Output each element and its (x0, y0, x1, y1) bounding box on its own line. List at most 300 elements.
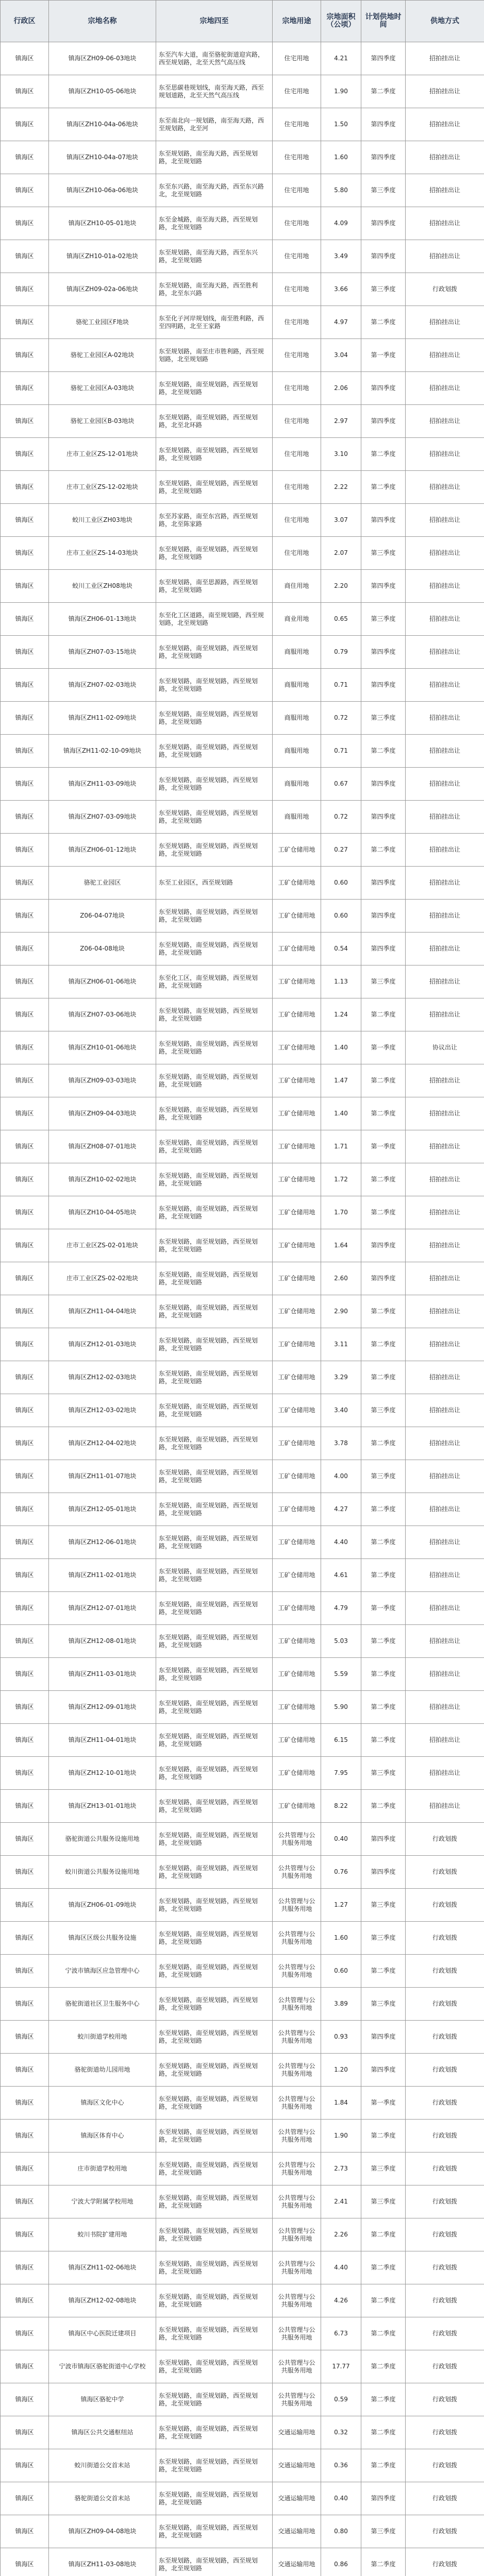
table-row (1, 1493, 484, 1526)
cell-parcel-name: 镇海区ZH10-01-06地块 (49, 1031, 156, 1064)
cell-area: 2.73 (321, 2153, 361, 2185)
cell-area: 3.66 (321, 273, 361, 306)
cell-district: 镇海区 (1, 2284, 49, 2317)
table-row (1, 636, 484, 669)
cell-parcel-boundaries: 东至规划路，南至规划路，西至规划路，北至规划路 (156, 1889, 273, 1922)
cell-parcel-name: 骆驼街道公共服务设施用地 (49, 1823, 156, 1856)
cell-supply-method: 行政划拨 (406, 1889, 484, 1922)
cell-district: 镇海区 (1, 1328, 49, 1361)
cell-parcel-boundaries: 东至规划路，南至规划路，西至规划路，北至规划路 (156, 2120, 273, 2153)
cell-district: 镇海区 (1, 1097, 49, 1130)
cell-supply-time: 第四季度 (361, 504, 406, 537)
cell-parcel-boundaries: 东至规划路，南至规划路，西至规划路，北至规划路 (156, 900, 273, 933)
cell-parcel-name: 庄市工业区ZS-12-01地块 (49, 438, 156, 471)
cell-district: 镇海区 (1, 2218, 49, 2251)
cell-supply-time: 第三季度 (361, 2515, 406, 2548)
cell-area: 0.60 (321, 867, 361, 900)
cell-area: 0.79 (321, 636, 361, 669)
cell-area: 3.04 (321, 339, 361, 372)
cell-parcel-boundaries: 东至规划路，南至规划路，西至规划路，北至规划路 (156, 1394, 273, 1427)
cell-supply-method: 招拍挂出让 (406, 669, 484, 702)
header-area: 宗地面积（公顷） (321, 1, 361, 42)
table-row (1, 405, 484, 438)
cell-area: 4.97 (321, 306, 361, 339)
cell-supply-time: 第三季度 (361, 1988, 406, 2021)
table-row (1, 1658, 484, 1691)
cell-supply-method: 招拍挂出让 (406, 537, 484, 570)
cell-area: 1.84 (321, 2087, 361, 2120)
cell-supply-method: 行政划拨 (406, 2021, 484, 2054)
cell-supply-method: 行政划拨 (406, 2218, 484, 2251)
cell-parcel-name: 镇海区ZH11-01-07地块 (49, 1460, 156, 1493)
cell-land-use: 住宅用地 (273, 438, 321, 471)
cell-district: 镇海区 (1, 834, 49, 867)
cell-parcel-name: 镇海区骆驼中学 (49, 2383, 156, 2416)
table-row (1, 2054, 484, 2087)
cell-land-use: 住宅用地 (273, 240, 321, 273)
cell-supply-time: 第四季度 (361, 768, 406, 801)
cell-parcel-name: 镇海区ZH12-06-01地块 (49, 1526, 156, 1559)
cell-land-use: 公共管理与公共服务用地 (273, 2120, 321, 2153)
cell-parcel-boundaries: 东至规划路，南至规划路，西至规划路，北至规划路 (156, 1592, 273, 1625)
table-row (1, 240, 484, 273)
cell-land-use: 工矿仓储用地 (273, 1658, 321, 1691)
cell-land-use: 工矿仓储用地 (273, 1163, 321, 1196)
cell-parcel-name: 镇海区ZH11-02-09地块 (49, 702, 156, 735)
cell-supply-time: 第四季度 (361, 108, 406, 141)
cell-parcel-boundaries: 东至规划路，南至规划路，西至规划路，北至规划路 (156, 2218, 273, 2251)
table-row (1, 1955, 484, 1988)
cell-supply-method: 招拍挂出让 (406, 1658, 484, 1691)
cell-supply-method: 招拍挂出让 (406, 900, 484, 933)
cell-supply-time: 第三季度 (361, 1922, 406, 1955)
table-row (1, 2515, 484, 2548)
cell-parcel-boundaries: 东至规划路，南至规划路，西至规划路，北至规划路 (156, 2284, 273, 2317)
cell-supply-time: 第三季度 (361, 965, 406, 998)
cell-district: 镇海区 (1, 603, 49, 636)
cell-parcel-boundaries: 东至金城路，南至海天路，西至规划路，北至规划路 (156, 207, 273, 240)
table-row (1, 1394, 484, 1427)
cell-district: 镇海区 (1, 75, 49, 108)
cell-parcel-name: 镇海区ZH11-02-01地块 (49, 1559, 156, 1592)
header-land-use: 宗地用途 (273, 1, 321, 42)
table-row (1, 867, 484, 900)
cell-supply-time: 第二季度 (361, 1790, 406, 1823)
table-row (1, 1460, 484, 1493)
table-row (1, 1064, 484, 1097)
table-row (1, 438, 484, 471)
cell-district: 镇海区 (1, 2515, 49, 2548)
cell-parcel-name: 镇海区ZH06-01-09地块 (49, 1889, 156, 1922)
table-row (1, 1988, 484, 2021)
cell-supply-time: 第二季度 (361, 1163, 406, 1196)
cell-parcel-boundaries: 东至规划路，南至规划路，西至规划路，北至规划路 (156, 1064, 273, 1097)
cell-area: 1.24 (321, 998, 361, 1031)
cell-land-use: 工矿仓储用地 (273, 1625, 321, 1658)
cell-parcel-boundaries: 东至规划路，南至规划路，西至规划路，北至规划路 (156, 1262, 273, 1295)
cell-district: 镇海区 (1, 1526, 49, 1559)
table-row (1, 1625, 484, 1658)
table-row (1, 965, 484, 998)
cell-land-use: 公共管理与公共服务用地 (273, 1823, 321, 1856)
cell-parcel-boundaries: 东至规划路，南至规划路，西至规划路，北至规划路 (156, 1988, 273, 2021)
cell-district: 镇海区 (1, 636, 49, 669)
cell-area: 0.67 (321, 768, 361, 801)
cell-parcel-name: 镇海区ZH08-07-01地块 (49, 1130, 156, 1163)
cell-supply-method: 招拍挂出让 (406, 1130, 484, 1163)
cell-supply-time: 第二季度 (361, 1097, 406, 1130)
cell-district: 镇海区 (1, 867, 49, 900)
cell-area: 2.07 (321, 537, 361, 570)
cell-land-use: 公共管理与公共服务用地 (273, 1988, 321, 2021)
cell-area: 3.49 (321, 240, 361, 273)
cell-supply-method: 招拍挂出让 (406, 438, 484, 471)
cell-parcel-boundaries: 东至规划路，南至规划路，西至规划路，北至规划路 (156, 1295, 273, 1328)
cell-land-use: 住宅用地 (273, 339, 321, 372)
table-row (1, 933, 484, 965)
cell-supply-method: 行政划拨 (406, 2416, 484, 2449)
table-row (1, 1163, 484, 1196)
table-row (1, 2218, 484, 2251)
cell-area: 0.71 (321, 669, 361, 702)
cell-supply-method: 招拍挂出让 (406, 405, 484, 438)
cell-parcel-name: 镇海区ZH12-02-03地块 (49, 1361, 156, 1394)
cell-supply-time: 第二季度 (361, 1328, 406, 1361)
cell-supply-method: 招拍挂出让 (406, 1625, 484, 1658)
cell-district: 镇海区 (1, 2482, 49, 2515)
cell-parcel-boundaries: 东至规划路，南至规划路，西至规划路，北至规划路 (156, 2021, 273, 2054)
cell-district: 镇海区 (1, 1262, 49, 1295)
cell-area: 0.60 (321, 1955, 361, 1988)
cell-parcel-name: Z06-04-08地块 (49, 933, 156, 965)
cell-parcel-boundaries: 东至南北向一规划路，南至海天路，西至规划路，北至河 (156, 108, 273, 141)
cell-supply-time: 第三季度 (361, 1460, 406, 1493)
cell-supply-method: 招拍挂出让 (406, 1361, 484, 1394)
cell-supply-method: 招拍挂出让 (406, 1097, 484, 1130)
cell-supply-time: 第二季度 (361, 1427, 406, 1460)
cell-supply-method: 招拍挂出让 (406, 933, 484, 965)
cell-supply-time: 第四季度 (361, 2482, 406, 2515)
cell-parcel-name: 镇海区ZH11-03-08地块 (49, 2548, 156, 2576)
cell-supply-time: 第二季度 (361, 1064, 406, 1097)
table-row (1, 372, 484, 405)
cell-supply-time: 第四季度 (361, 207, 406, 240)
cell-supply-time: 第四季度 (361, 1262, 406, 1295)
cell-district: 镇海区 (1, 1559, 49, 1592)
cell-parcel-boundaries: 东至规划路，南至规划路，西至规划路，北至规划路 (156, 2153, 273, 2185)
cell-area: 0.40 (321, 1823, 361, 1856)
cell-supply-method: 招拍挂出让 (406, 306, 484, 339)
cell-supply-time: 第四季度 (361, 2054, 406, 2087)
cell-land-use: 住宅用地 (273, 174, 321, 207)
cell-supply-time: 第四季度 (361, 1856, 406, 1889)
cell-land-use: 工矿仓储用地 (273, 1394, 321, 1427)
cell-supply-time: 第二季度 (361, 2218, 406, 2251)
cell-land-use: 公共管理与公共服务用地 (273, 2087, 321, 2120)
table-row (1, 1559, 484, 1592)
table-row (1, 108, 484, 141)
table-row (1, 1130, 484, 1163)
cell-area: 0.93 (321, 2021, 361, 2054)
cell-parcel-boundaries: 东至规划路，南至规划路，西至规划路，北至规划路 (156, 1724, 273, 1757)
cell-supply-method: 招拍挂出让 (406, 965, 484, 998)
cell-parcel-name: 镇海区ZH09-02a-06地块 (49, 273, 156, 306)
cell-district: 镇海区 (1, 504, 49, 537)
cell-area: 0.71 (321, 735, 361, 768)
cell-land-use: 工矿仓储用地 (273, 965, 321, 998)
cell-area: 2.97 (321, 405, 361, 438)
cell-parcel-boundaries: 东至化工区，南至规划路，西至规划路，北至规划路 (156, 965, 273, 998)
cell-area: 1.40 (321, 1031, 361, 1064)
cell-supply-method: 招拍挂出让 (406, 702, 484, 735)
table-row (1, 1592, 484, 1625)
cell-parcel-name: 镇海区ZH06-01-06地块 (49, 965, 156, 998)
cell-supply-time: 第三季度 (361, 174, 406, 207)
cell-parcel-boundaries: 东至汽车大道，南至骆驼街道迎宾路，西至规划路，北至天然气高压线 (156, 42, 273, 75)
cell-parcel-boundaries: 东至规划路，南至规划路，西至规划路，北至规划路 (156, 1922, 273, 1955)
cell-parcel-name: 镇海区ZH06-01-13地块 (49, 603, 156, 636)
cell-parcel-boundaries: 东至规划路，南至规划路，西至规划路，北至规划路 (156, 998, 273, 1031)
cell-parcel-name: Z06-04-07地块 (49, 900, 156, 933)
cell-district: 镇海区 (1, 1394, 49, 1427)
cell-parcel-name: 庄市工业区ZS-02-01地块 (49, 1229, 156, 1262)
cell-district: 镇海区 (1, 141, 49, 174)
cell-parcel-name: 镇海区ZH09-03-03地块 (49, 1064, 156, 1097)
cell-land-use: 商服用地 (273, 735, 321, 768)
cell-district: 镇海区 (1, 1163, 49, 1196)
cell-area: 2.22 (321, 471, 361, 504)
cell-parcel-name: 蛟川书院扩建用地 (49, 2218, 156, 2251)
cell-supply-time: 第四季度 (361, 42, 406, 75)
cell-district: 镇海区 (1, 2087, 49, 2120)
header-supply-time: 计划供地时间 (361, 1, 406, 42)
cell-parcel-name: 骆驼工业园区B-03地块 (49, 405, 156, 438)
cell-supply-method: 招拍挂出让 (406, 1724, 484, 1757)
cell-supply-time: 第四季度 (361, 405, 406, 438)
cell-area: 3.07 (321, 504, 361, 537)
cell-land-use: 工矿仓储用地 (273, 1493, 321, 1526)
cell-parcel-name: 镇海区ZH12-03-02地块 (49, 1394, 156, 1427)
cell-area: 0.65 (321, 603, 361, 636)
cell-parcel-name: 镇海区ZH11-02-10-09地块 (49, 735, 156, 768)
cell-district: 镇海区 (1, 372, 49, 405)
cell-supply-time: 第二季度 (361, 471, 406, 504)
cell-area: 3.89 (321, 1988, 361, 2021)
cell-area: 1.47 (321, 1064, 361, 1097)
cell-parcel-name: 镇海区ZH11-03-01地块 (49, 1658, 156, 1691)
cell-parcel-name: 镇海区ZH07-02-03地块 (49, 669, 156, 702)
cell-area: 1.13 (321, 965, 361, 998)
cell-supply-time: 第四季度 (361, 867, 406, 900)
cell-district: 镇海区 (1, 1691, 49, 1724)
cell-district: 镇海区 (1, 2251, 49, 2284)
cell-supply-time: 第二季度 (361, 1559, 406, 1592)
cell-parcel-boundaries: 东至化子河岸规划线，南至胜利路，西至四明路，北至王家路 (156, 306, 273, 339)
cell-supply-time: 第三季度 (361, 603, 406, 636)
cell-supply-method: 行政划拨 (406, 2515, 484, 2548)
cell-parcel-boundaries: 东至规划路，南至规划路，西至规划路，北至规划路 (156, 1757, 273, 1790)
cell-area: 1.27 (321, 1889, 361, 1922)
table-row (1, 1031, 484, 1064)
cell-parcel-boundaries: 东至规划路，南至规划路，西至规划路，北至规划路 (156, 801, 273, 834)
cell-district: 镇海区 (1, 207, 49, 240)
cell-area: 1.40 (321, 1097, 361, 1130)
cell-parcel-boundaries: 东至规划路，南至海天路，西至胜利路，北至东兴路 (156, 273, 273, 306)
table-row (1, 2021, 484, 2054)
cell-district: 镇海区 (1, 735, 49, 768)
cell-parcel-boundaries: 东至规划路，南至规划路，西至规划路，北至规划路 (156, 537, 273, 570)
cell-area: 0.72 (321, 801, 361, 834)
cell-area: 3.40 (321, 1394, 361, 1427)
cell-area: 0.32 (321, 2416, 361, 2449)
cell-district: 镇海区 (1, 900, 49, 933)
cell-district: 镇海区 (1, 2383, 49, 2416)
cell-parcel-boundaries: 东至工业园区，西至规划路 (156, 867, 273, 900)
cell-parcel-boundaries: 东至思碳巷规划线，南至海天路，西至规划道路，北至天然气高压线 (156, 75, 273, 108)
cell-parcel-boundaries: 东至规划路，南至规划路，西至规划路，北至规划路 (156, 1361, 273, 1394)
cell-parcel-name: 宁波大学附属学校用地 (49, 2185, 156, 2218)
cell-parcel-name: 镇海区ZH11-03-09地块 (49, 768, 156, 801)
table-body (1, 42, 484, 2576)
cell-land-use: 住宅用地 (273, 306, 321, 339)
cell-supply-method: 招拍挂出让 (406, 1262, 484, 1295)
cell-land-use: 工矿仓储用地 (273, 900, 321, 933)
cell-land-use: 住宅用地 (273, 108, 321, 141)
cell-district: 镇海区 (1, 933, 49, 965)
cell-parcel-name: 镇海区ZH07-03-15地块 (49, 636, 156, 669)
cell-district: 镇海区 (1, 306, 49, 339)
cell-parcel-boundaries: 东至规划路，南至规划路，西至规划路，北至规划路 (156, 2449, 273, 2482)
cell-district: 镇海区 (1, 2317, 49, 2350)
cell-parcel-boundaries: 东至规划路，南至规划路，西至规划路，北至规划路 (156, 2251, 273, 2284)
table-row (1, 2317, 484, 2350)
cell-land-use: 交通运输用地 (273, 2482, 321, 2515)
cell-supply-method: 招拍挂出让 (406, 471, 484, 504)
cell-supply-method: 招拍挂出让 (406, 339, 484, 372)
cell-land-use: 公共管理与公共服务用地 (273, 1955, 321, 1988)
cell-parcel-boundaries: 东至规划路，南至规划路，西至规划路，北至规划路 (156, 702, 273, 735)
cell-supply-method: 招拍挂出让 (406, 174, 484, 207)
cell-land-use: 住宅用地 (273, 537, 321, 570)
cell-supply-time: 第二季度 (361, 2120, 406, 2153)
cell-land-use: 工矿仓储用地 (273, 1724, 321, 1757)
table-row (1, 1097, 484, 1130)
cell-district: 镇海区 (1, 1922, 49, 1955)
cell-parcel-boundaries: 东至规划路，南至规划路，西至规划路，北至规划路 (156, 1163, 273, 1196)
cell-parcel-boundaries: 东至规划路，南至规划路，西至规划路，北至规划路 (156, 1823, 273, 1856)
cell-district: 镇海区 (1, 438, 49, 471)
cell-parcel-name: 镇海区ZH10-04a-07地块 (49, 141, 156, 174)
cell-land-use: 工矿仓储用地 (273, 1229, 321, 1262)
cell-area: 3.11 (321, 1328, 361, 1361)
cell-supply-time: 第二季度 (361, 306, 406, 339)
cell-parcel-name: 宁波市镇海区应急管理中心 (49, 1955, 156, 1988)
cell-parcel-boundaries: 东至东兴路，南至海天路，西至东兴路北，北至规划路 (156, 174, 273, 207)
cell-parcel-boundaries: 东至化工区道路，南至规划路，西至规划路，北至规划路 (156, 603, 273, 636)
cell-parcel-name: 镇海区ZH12-08-01地块 (49, 1625, 156, 1658)
table-row (1, 1922, 484, 1955)
cell-supply-time: 第二季度 (361, 1691, 406, 1724)
table-row (1, 1229, 484, 1262)
cell-supply-time: 第二季度 (361, 2449, 406, 2482)
table-row (1, 702, 484, 735)
cell-district: 镇海区 (1, 1625, 49, 1658)
cell-area: 4.09 (321, 207, 361, 240)
cell-land-use: 住宅用地 (273, 141, 321, 174)
cell-parcel-name: 镇海区ZH12-09-01地块 (49, 1691, 156, 1724)
cell-supply-method: 招拍挂出让 (406, 504, 484, 537)
table-row (1, 1196, 484, 1229)
cell-supply-method: 行政划拨 (406, 2383, 484, 2416)
cell-parcel-boundaries: 东至规划路，南至规划路，西至规划路，北至规划路 (156, 471, 273, 504)
cell-land-use: 工矿仓储用地 (273, 1526, 321, 1559)
cell-land-use: 工矿仓储用地 (273, 998, 321, 1031)
cell-supply-method: 行政划拨 (406, 1856, 484, 1889)
cell-area: 17.77 (321, 2350, 361, 2383)
cell-supply-method: 行政划拨 (406, 2548, 484, 2576)
cell-land-use: 商服用地 (273, 768, 321, 801)
cell-supply-time: 第一季度 (361, 339, 406, 372)
cell-land-use: 公共管理与公共服务用地 (273, 2054, 321, 2087)
cell-land-use: 公共管理与公共服务用地 (273, 2021, 321, 2054)
cell-supply-method: 招拍挂出让 (406, 108, 484, 141)
cell-district: 镇海区 (1, 1856, 49, 1889)
cell-area: 1.64 (321, 1229, 361, 1262)
cell-district: 镇海区 (1, 2185, 49, 2218)
cell-supply-time: 第二季度 (361, 735, 406, 768)
cell-parcel-boundaries: 东至规划路，南至规划路，西至规划路，北至规划路 (156, 834, 273, 867)
table-row (1, 1757, 484, 1790)
cell-parcel-boundaries: 东至苏家路，南至东宫路，西至规划路，北至陈家路 (156, 504, 273, 537)
cell-supply-method: 招拍挂出让 (406, 240, 484, 273)
cell-parcel-name: 镇海区ZH10-02-02地块 (49, 1163, 156, 1196)
cell-supply-method: 行政划拨 (406, 2251, 484, 2284)
cell-supply-method: 招拍挂出让 (406, 1559, 484, 1592)
cell-land-use: 工矿仓储用地 (273, 1790, 321, 1823)
cell-parcel-name: 镇海区ZH10-06a-06地块 (49, 174, 156, 207)
cell-parcel-boundaries: 东至规划路，南至规划路，西至规划路，北至规划路 (156, 1229, 273, 1262)
cell-land-use: 工矿仓储用地 (273, 1460, 321, 1493)
cell-supply-method: 招拍挂出让 (406, 207, 484, 240)
cell-district: 镇海区 (1, 2449, 49, 2482)
cell-parcel-name: 镇海区区级公共服务设施 (49, 1922, 156, 1955)
cell-parcel-name: 镇海区ZH10-04a-06地块 (49, 108, 156, 141)
cell-area: 3.78 (321, 1427, 361, 1460)
cell-parcel-boundaries: 东至规划路，南至规划路，西至规划路，北至规划路 (156, 1097, 273, 1130)
cell-area: 4.79 (321, 1592, 361, 1625)
cell-land-use: 工矿仓储用地 (273, 1196, 321, 1229)
cell-supply-method: 招拍挂出让 (406, 1757, 484, 1790)
cell-parcel-boundaries: 东至规划路，南至规划路，西至规划路，北至规划路 (156, 1856, 273, 1889)
cell-parcel-name: 骆驼工业园区F地块 (49, 306, 156, 339)
cell-parcel-name: 镇海区ZH12-02-08地块 (49, 2284, 156, 2317)
cell-supply-time: 第一季度 (361, 2087, 406, 2120)
cell-parcel-name: 镇海区ZH13-01-01地块 (49, 1790, 156, 1823)
cell-parcel-boundaries: 东至规划路，南至规划路，西至规划路，北至规划路 (156, 1790, 273, 1823)
cell-land-use: 工矿仓储用地 (273, 933, 321, 965)
cell-land-use: 交通运输用地 (273, 2548, 321, 2576)
table-row (1, 603, 484, 636)
cell-parcel-name: 镇海区文化中心 (49, 2087, 156, 2120)
cell-land-use: 商业用地 (273, 603, 321, 636)
table-row (1, 1328, 484, 1361)
table-row (1, 1691, 484, 1724)
cell-area: 4.40 (321, 1526, 361, 1559)
table-row (1, 2251, 484, 2284)
cell-parcel-name: 镇海区ZH11-04-04地块 (49, 1295, 156, 1328)
cell-supply-time: 第二季度 (361, 1955, 406, 1988)
cell-supply-time: 第四季度 (361, 1823, 406, 1856)
